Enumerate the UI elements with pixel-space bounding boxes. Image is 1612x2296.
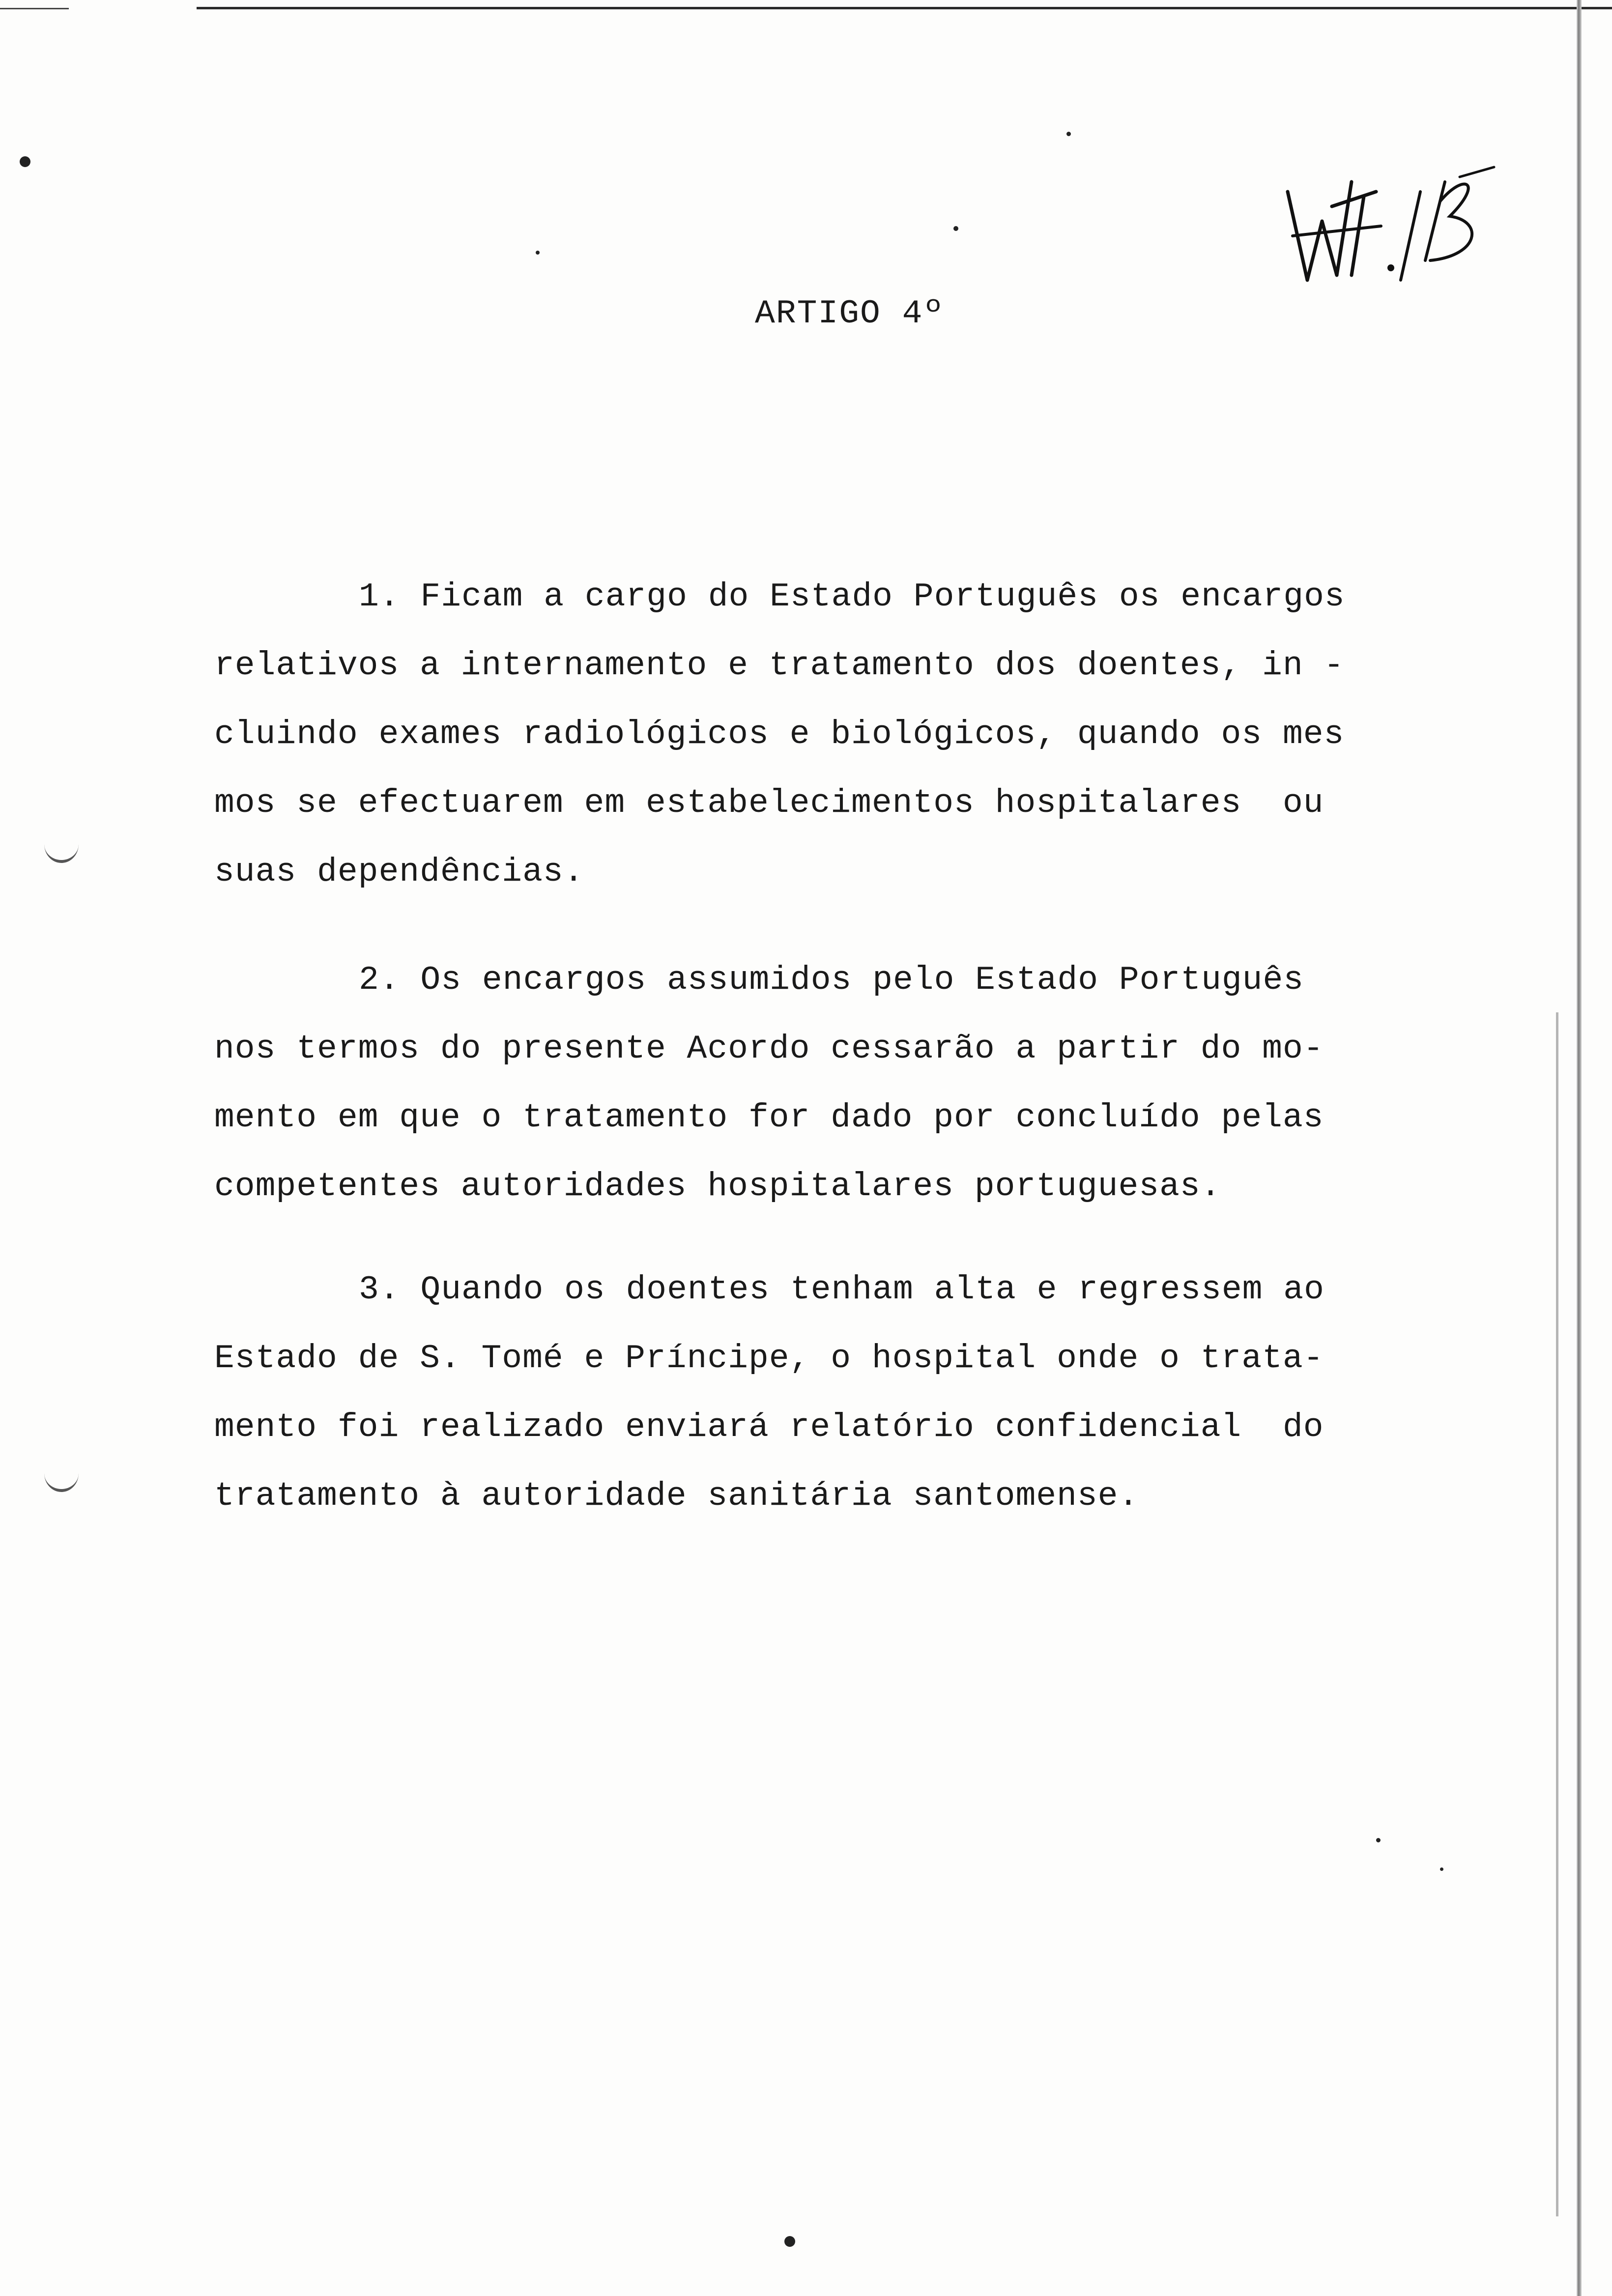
paragraph-line: mento foi realizado enviará relatório confidencial do [214,1408,1324,1446]
paragraph-line: competentes autoridades hospitalares portuguesas. [214,1168,1221,1205]
paragraph-line: 1. Ficam a cargo do Estado Português os encargos [359,578,1345,616]
paragraph-line: suas dependências. [214,853,584,891]
paragraph-line: relativos a internamento e tratamento dos doentes, in - [214,647,1345,685]
handwritten-folio-mark [1278,162,1504,290]
paragraph-line: tratamento à autoridade sanitária santomense. [214,1477,1139,1515]
paragraph-line: mos se efectuarem em estabelecimentos hospitalares ou [214,784,1324,822]
paragraph-line: 2. Os encargos assumidos pelo Estado Português [359,961,1304,999]
paragraph-line: Estado de S. Tomé e Príncipe, o hospital onde o trata- [214,1340,1324,1378]
scan-edge-top-left [0,8,69,9]
scan-speck [953,226,958,231]
scan-speck [1066,132,1071,136]
scan-speck [1440,1867,1443,1871]
paragraph-line: nos termos do presente Acordo cessarão a partir do mo- [214,1030,1324,1068]
binder-hole-mark [44,1455,79,1492]
scan-edge-top [197,7,1612,9]
article-title: ARTIGO 4º [755,295,945,333]
scan-speck [1376,1838,1381,1842]
paragraph-line: mento em que o tratamento for dado por concluído pelas [214,1099,1324,1137]
scan-edge-right-inner [1556,1012,1558,2216]
scan-speck [784,2236,795,2247]
scan-edge-right [1577,0,1582,2296]
binder-hole-mark [44,826,79,863]
paragraph-line: cluindo exames radiológicos e biológicos, quando os mes [214,716,1345,753]
paragraph-line: 3. Quando os doentes tenham alta e regressem ao [359,1271,1324,1309]
scan-speck [20,156,30,167]
scan-speck [536,251,540,255]
